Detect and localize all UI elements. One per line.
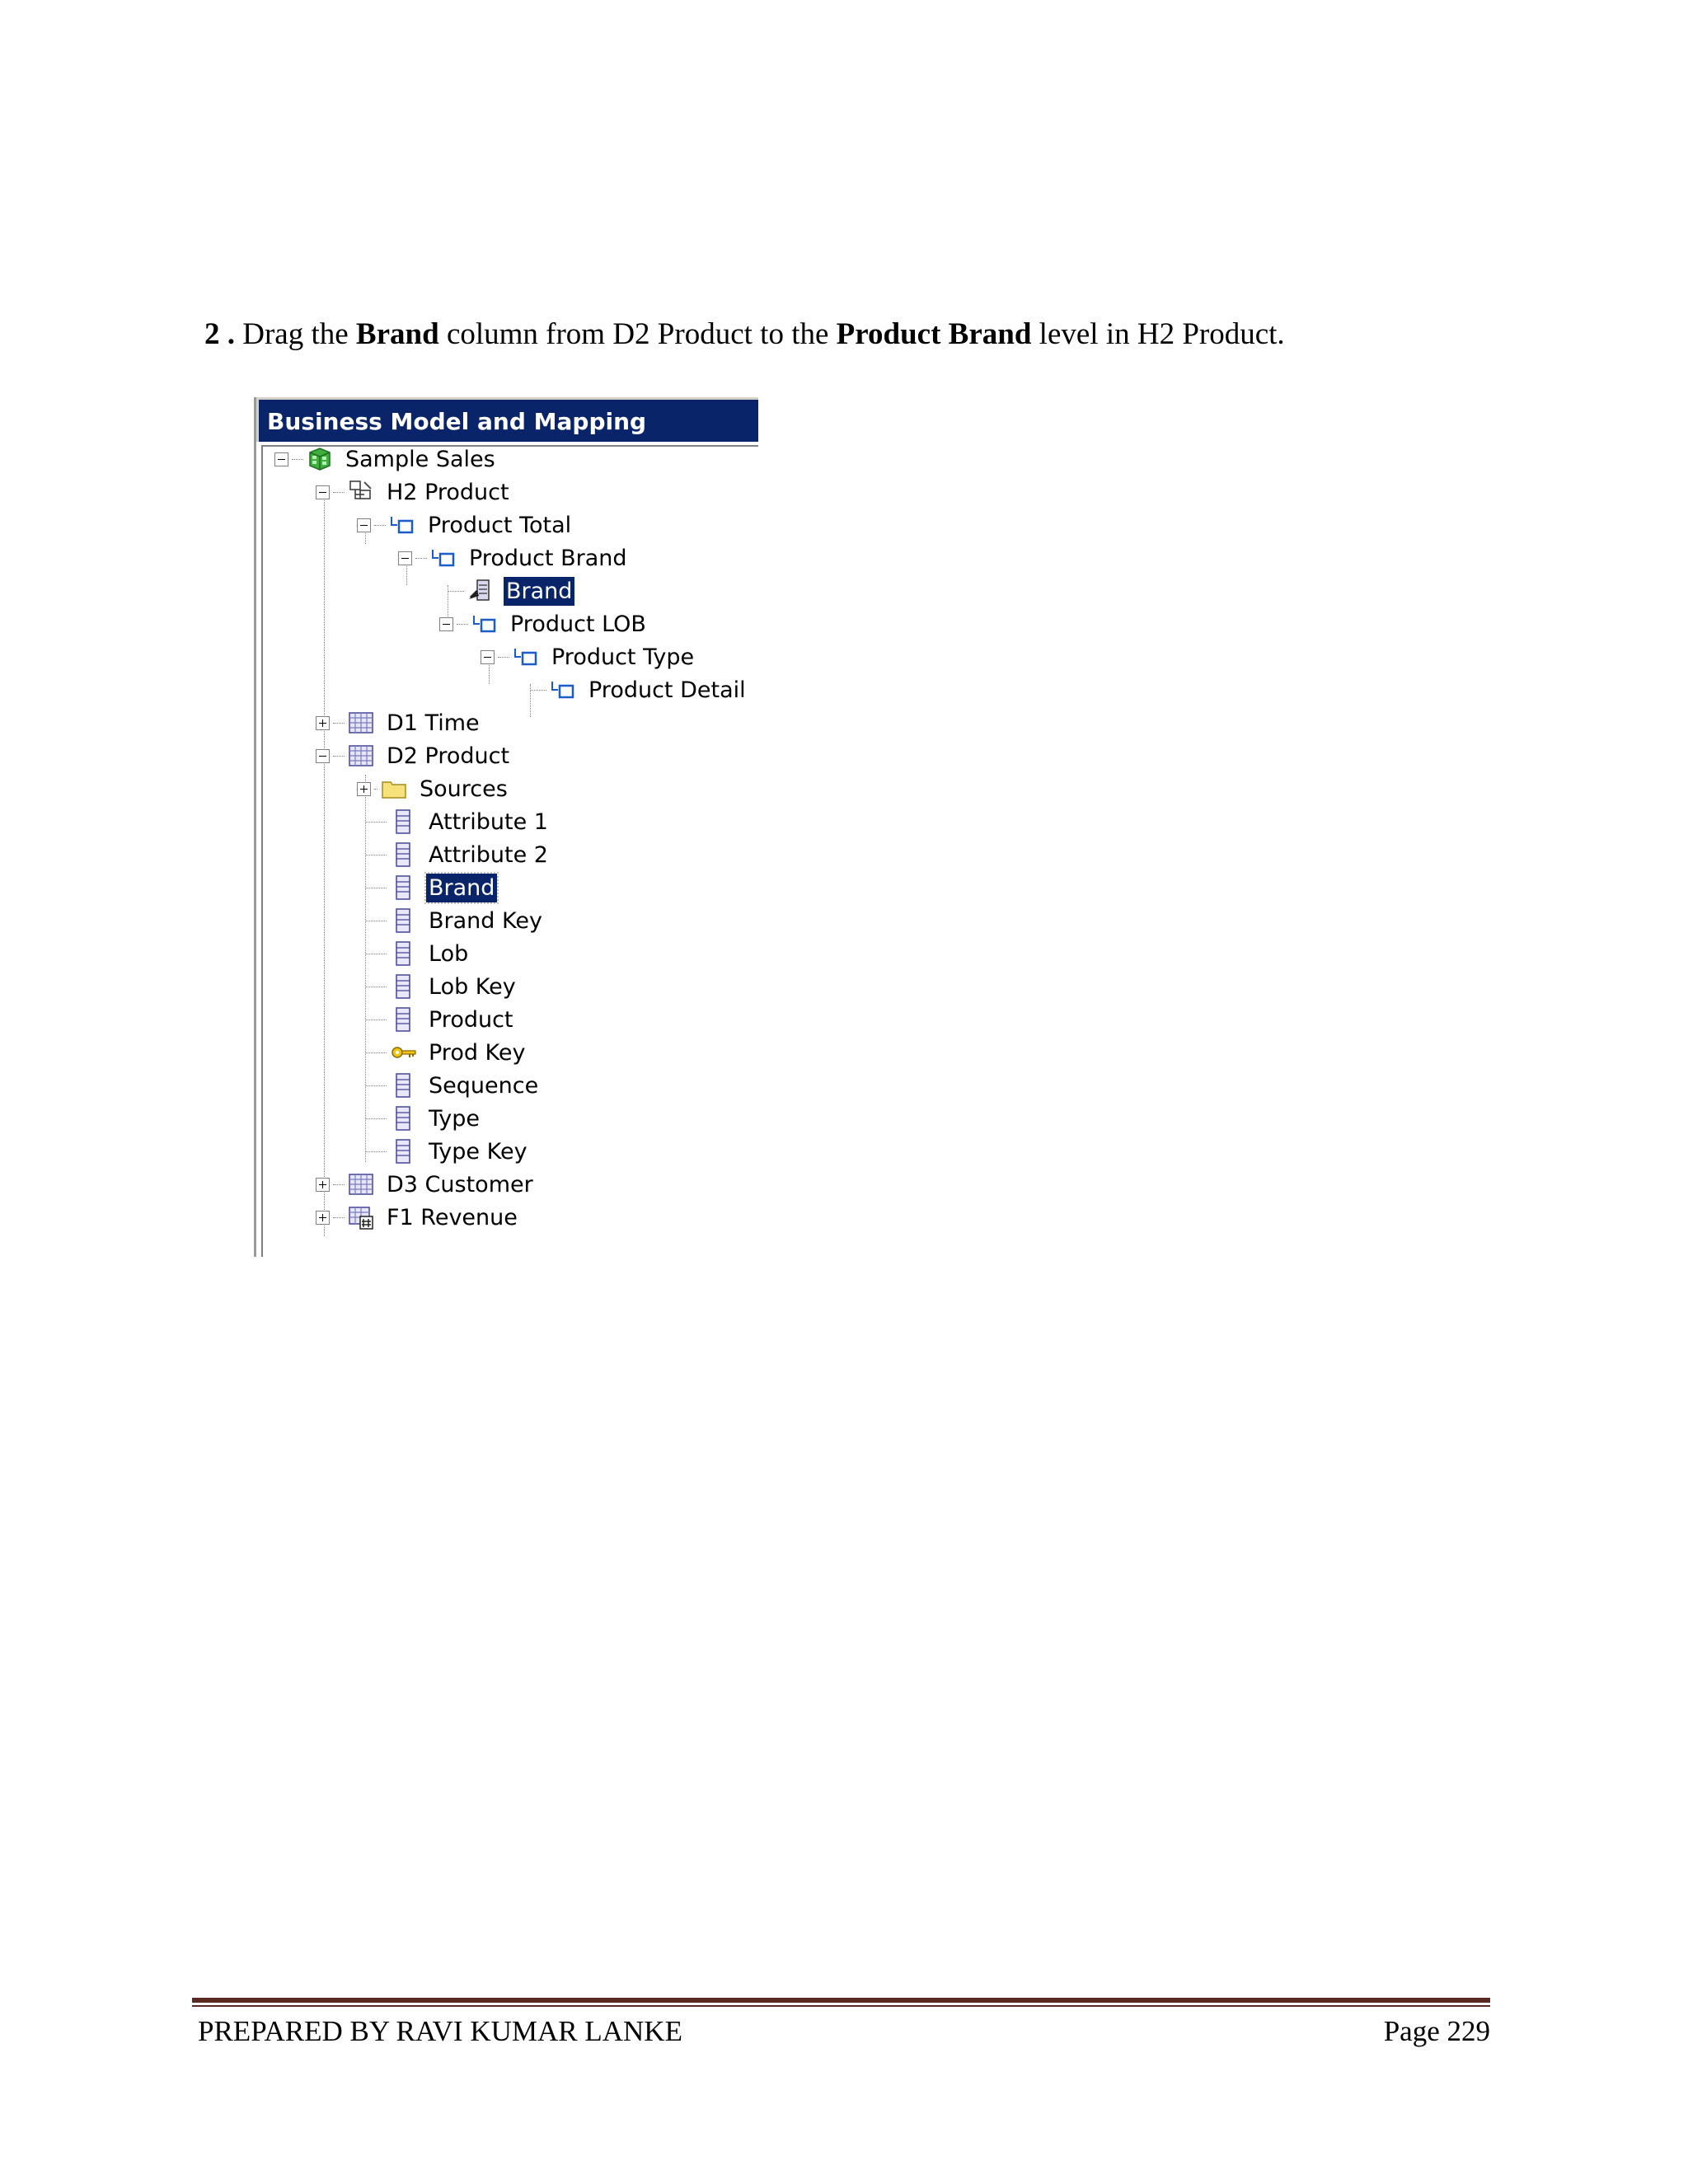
tree-node-type[interactable]	[365, 1103, 482, 1134]
node-label: Type	[429, 1105, 481, 1132]
instruction-bold-product-brand: Product Brand	[836, 317, 1032, 351]
node-label: Product Total	[428, 512, 572, 538]
tree-connector	[333, 492, 345, 493]
collapse-icon[interactable]	[274, 452, 288, 466]
column-icon	[390, 940, 416, 967]
tree-connector	[333, 723, 345, 724]
column-icon	[390, 1006, 416, 1033]
instruction-bold-brand: Brand	[355, 317, 439, 351]
tree-node-h2-product[interactable]	[316, 476, 512, 508]
business-model-icon	[307, 446, 333, 472]
tree-connector	[415, 558, 427, 559]
column-icon	[390, 808, 416, 835]
tree-connector	[374, 525, 386, 526]
instruction-text	[204, 316, 1285, 352]
footer-rule	[192, 1998, 1490, 2003]
node-label: Attribute 1	[429, 808, 548, 835]
node-label: H2 Product	[387, 479, 509, 505]
column-icon	[390, 1138, 416, 1165]
level-icon	[513, 644, 539, 670]
key-icon	[390, 1039, 416, 1066]
node-label: Prod Key	[429, 1039, 526, 1066]
table-icon	[348, 1171, 374, 1197]
tree-node-attribute-2[interactable]	[365, 839, 551, 870]
tree-node-brand-column[interactable]	[365, 872, 497, 903]
tree-node-product[interactable]	[365, 1004, 516, 1035]
hierarchy-icon	[348, 479, 374, 505]
instruction-part: level in H2 Product.	[1039, 317, 1285, 351]
tree-connector	[292, 459, 303, 460]
node-label: Sample Sales	[345, 446, 495, 472]
tree-node-attribute-1[interactable]	[365, 806, 551, 837]
column-icon	[390, 907, 416, 934]
expand-icon[interactable]	[316, 1178, 330, 1192]
tree-connector	[457, 624, 468, 625]
level-icon	[389, 512, 415, 538]
table-icon	[348, 743, 374, 769]
collapse-icon[interactable]	[316, 485, 330, 499]
node-label: D3 Customer	[387, 1171, 533, 1197]
tree-connector	[365, 1019, 387, 1020]
node-label-selected: Brand	[504, 577, 574, 606]
level-icon	[471, 611, 498, 637]
tree-node-brand-key[interactable]	[365, 905, 545, 936]
tree-node-f1-revenue[interactable]	[316, 1202, 520, 1233]
node-label: D1 Time	[387, 710, 480, 736]
tree-node-type-key[interactable]	[365, 1136, 530, 1167]
node-label: Sequence	[429, 1072, 539, 1099]
node-label: Lob	[429, 940, 469, 967]
tree-node-sequence[interactable]	[365, 1070, 541, 1101]
tree-node-product-total[interactable]	[357, 509, 574, 541]
tree-connector	[333, 1184, 345, 1185]
folder-icon	[381, 776, 407, 802]
page-number: Page 229	[1383, 2015, 1490, 2047]
tree-connector	[333, 1217, 345, 1218]
tree-node-product-detail[interactable]	[530, 674, 748, 705]
level-icon	[550, 677, 576, 703]
node-label: Brand Key	[429, 907, 542, 934]
column-icon	[390, 874, 416, 901]
tree-connector	[365, 1052, 387, 1053]
step-number: 2 .	[204, 317, 235, 351]
tree-connector	[365, 1118, 387, 1119]
fact-table-icon	[348, 1204, 374, 1230]
tree-node-lob[interactable]	[365, 938, 471, 969]
table-icon	[348, 710, 374, 736]
instruction-part: Drag the	[242, 317, 349, 351]
expand-icon[interactable]	[316, 1211, 330, 1225]
tree-node-prod-key[interactable]	[365, 1037, 528, 1068]
panel-title: Business Model and Mapping	[256, 397, 758, 442]
tree-node-brand-level-key[interactable]	[448, 575, 574, 607]
tree-connector	[365, 822, 387, 823]
level-icon	[430, 545, 457, 571]
tree-connector	[333, 756, 345, 757]
collapse-icon[interactable]	[398, 551, 412, 565]
tree-connector	[530, 690, 546, 691]
tree-node-product-lob[interactable]	[439, 608, 649, 640]
tree-node-sources[interactable]	[357, 773, 510, 804]
collapse-icon[interactable]	[481, 650, 495, 664]
tree-node-d2-product[interactable]	[316, 740, 512, 771]
column-icon	[390, 1072, 416, 1099]
expand-icon[interactable]	[316, 716, 330, 730]
column-icon	[390, 973, 416, 1000]
footer-rule	[192, 2005, 1490, 2007]
tree-connector	[374, 789, 377, 790]
tree-node-d3-customer[interactable]	[316, 1169, 536, 1200]
tree-node-product-brand[interactable]	[398, 542, 630, 574]
node-label: D2 Product	[387, 743, 510, 769]
instruction-part: column from D2 Product to the	[446, 317, 829, 351]
tree-connector	[365, 1085, 387, 1086]
tree-connector	[365, 1151, 387, 1152]
level-key-icon	[467, 578, 494, 604]
node-label: Product LOB	[510, 611, 646, 637]
tree-node-d1-time[interactable]	[316, 707, 482, 738]
node-label: Lob Key	[429, 973, 516, 1000]
node-label: F1 Revenue	[387, 1204, 518, 1230]
tree-line	[324, 486, 325, 1236]
tree-node-sample-sales[interactable]	[274, 443, 498, 475]
expand-icon[interactable]	[357, 782, 371, 796]
node-label: Product Type	[551, 644, 695, 670]
tree-connector	[448, 591, 464, 592]
tree-node-product-type[interactable]	[481, 641, 696, 673]
tree-connector	[498, 657, 509, 658]
node-label-selected: Brand	[426, 874, 497, 902]
collapse-icon[interactable]	[439, 617, 453, 631]
footer-author: PREPARED BY RAVI KUMAR LANKE	[198, 2015, 682, 2047]
collapse-icon[interactable]	[357, 518, 371, 532]
node-label: Product	[429, 1006, 513, 1033]
column-icon	[390, 841, 416, 868]
tree-node-lob-key[interactable]	[365, 971, 518, 1002]
node-label: Product Brand	[469, 545, 627, 571]
column-icon	[390, 1105, 416, 1132]
collapse-icon[interactable]	[316, 749, 330, 763]
node-label: Product Detail	[588, 677, 746, 703]
node-label: Type Key	[429, 1138, 528, 1165]
node-label: Sources	[420, 776, 508, 802]
node-label: Attribute 2	[429, 841, 548, 868]
